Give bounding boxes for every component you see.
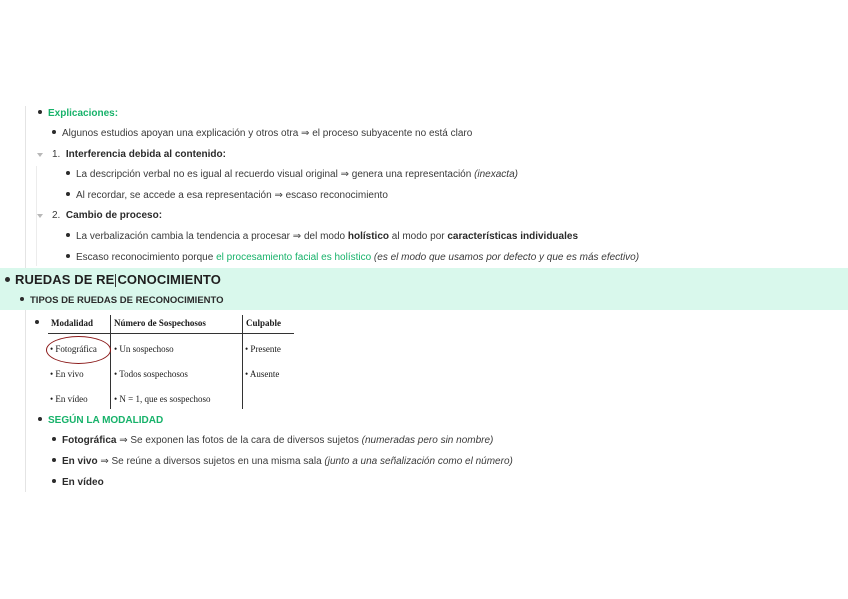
table-cell: • En vídeo bbox=[50, 394, 88, 404]
collapse-toggle-icon[interactable] bbox=[37, 214, 43, 218]
table-header-numero: Número de Sospechosos bbox=[114, 318, 206, 328]
segun-heading[interactable]: SEGÚN LA MODALIDAD bbox=[38, 414, 163, 428]
table-col-divider bbox=[242, 315, 243, 409]
item2-sub1[interactable]: La verbalización cambia la tendencia a procesar ⇒ del modo holístico al modo por características individuales bbox=[66, 230, 578, 244]
bullet bbox=[66, 254, 70, 258]
item2-title[interactable]: 2. Cambio de proceso: bbox=[52, 210, 163, 221]
bullet bbox=[35, 320, 39, 324]
table-header-culpable: Culpable bbox=[246, 318, 282, 328]
item1-title[interactable]: 1. Interferencia debida al contenido: bbox=[52, 149, 226, 160]
table-cell: • En vivo bbox=[50, 369, 84, 379]
collapse-toggle-icon[interactable] bbox=[37, 153, 43, 157]
tipos-heading[interactable]: TIPOS DE RUEDAS DE RECONOCIMIENTO bbox=[20, 294, 224, 308]
table-cell: • Un sospechoso bbox=[114, 344, 174, 354]
table-col-divider bbox=[110, 315, 111, 409]
bullet bbox=[38, 110, 42, 114]
table-cell: • Fotográfica bbox=[50, 344, 97, 354]
table-header-rule bbox=[48, 333, 294, 334]
bullet bbox=[5, 277, 10, 282]
explicaciones-intro[interactable]: Algunos estudios apoyan una explicación y otros otra ⇒ el proceso subyacente no está claro bbox=[52, 127, 472, 141]
table-header-modalidad: Modalidad bbox=[51, 318, 94, 328]
bullet bbox=[66, 171, 70, 175]
modalidad-fotografica[interactable]: Fotográfica ⇒ Se exponen las fotos de la cara de diversos sujetos (numeradas pero sin nombre) bbox=[52, 434, 493, 448]
bullet bbox=[38, 417, 42, 421]
modalidad-en-vivo[interactable]: En vivo ⇒ Se reúne a diversos sujetos en una misma sala (junto a una señalización como el número) bbox=[52, 455, 513, 469]
bullet bbox=[66, 192, 70, 196]
bullet bbox=[20, 297, 24, 301]
bullet bbox=[52, 479, 56, 483]
item1-sub2[interactable]: Al recordar, se accede a esa representación ⇒ escaso reconocimiento bbox=[66, 189, 388, 203]
bullet bbox=[52, 437, 56, 441]
item2-sub2[interactable]: Escaso reconocimiento porque el procesamiento facial es holístico (es el modo que usamos por defecto y que es más efectivo) bbox=[66, 251, 639, 265]
bullet bbox=[52, 458, 56, 462]
table-cell: • Presente bbox=[245, 344, 281, 354]
modalidad-en-video[interactable]: En vídeo bbox=[52, 476, 104, 490]
table-cell: • N = 1, que es sospechoso bbox=[114, 394, 211, 404]
explicaciones-heading[interactable]: Explicaciones: bbox=[38, 107, 118, 121]
table-cell: • Todos sospechosos bbox=[114, 369, 188, 379]
ruedas-heading[interactable]: RUEDAS DE RE CONOCIMIENTO bbox=[5, 272, 221, 288]
bullet bbox=[66, 233, 70, 237]
item1-sub1[interactable]: La descripción verbal no es igual al recuerdo visual original ⇒ genera una representación (inexacta) bbox=[66, 168, 518, 182]
hand-drawn-circle bbox=[46, 336, 111, 364]
bullet bbox=[52, 130, 56, 134]
table-cell: • Ausente bbox=[245, 369, 280, 379]
